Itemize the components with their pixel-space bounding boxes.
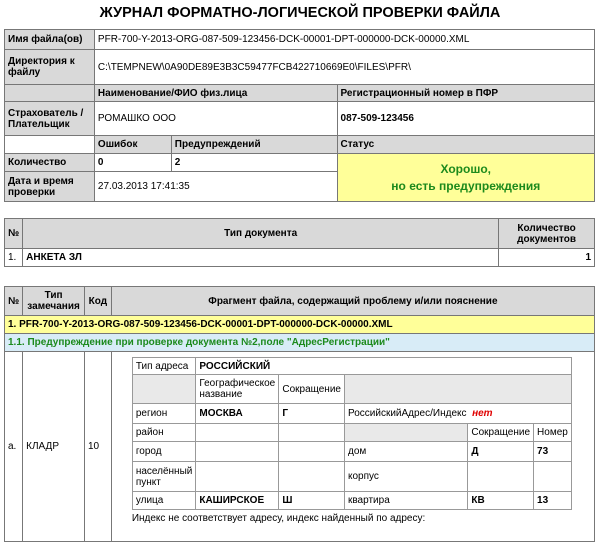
page-title: ЖУРНАЛ ФОРМАТНО-ЛОГИЧЕСКОЙ ПРОВЕРКИ ФАЙЛА bbox=[99, 5, 501, 21]
region-name: МОСКВА bbox=[196, 404, 279, 424]
apt-num: 13 bbox=[534, 492, 572, 510]
house-num: 73 bbox=[534, 442, 572, 462]
street-abbr: Ш bbox=[279, 492, 345, 510]
docs-col-count: Количество документов bbox=[499, 219, 595, 249]
dir-label: Директория к файлу bbox=[5, 50, 95, 85]
empty-cell bbox=[344, 375, 571, 404]
errors-count: 0 bbox=[94, 154, 171, 172]
empty-cell bbox=[196, 424, 279, 442]
house-label: дом bbox=[344, 442, 467, 462]
index-cell bbox=[344, 404, 571, 424]
docs-col-type: Тип документа bbox=[23, 219, 499, 249]
dir-value: C:\TEMPNEW\0A90DE89E3B3C59477FCB422710669E0\FILES\PFR\ bbox=[94, 50, 594, 85]
apt-label: квартира bbox=[344, 492, 467, 510]
address-type-value: РОССИЙСКИЙ bbox=[196, 358, 571, 375]
abbr-header: Сокращение bbox=[279, 375, 345, 404]
apt-abbr: КВ bbox=[468, 492, 534, 510]
regnum-header: Регистрационный номер в ПФР bbox=[337, 85, 594, 102]
insurer-regnum: 087-509-123456 bbox=[337, 102, 594, 136]
house-abbr: Д bbox=[468, 442, 534, 462]
item-num: a. bbox=[5, 352, 23, 542]
errors-header: Ошибок bbox=[94, 136, 171, 154]
problems-col-num: № bbox=[5, 287, 23, 316]
city-label: город bbox=[132, 442, 196, 462]
empty-cell bbox=[279, 424, 345, 442]
file-value: PFR-700-Y-2013-ORG-087-509-123456-DCK-00001-DPT-000000-DCK-00000.XML bbox=[94, 30, 594, 50]
file-row: 1. PFR-700-Y-2013-ORG-087-509-123456-DCK-00001-DPT-000000-DCK-00000.XML bbox=[5, 316, 595, 334]
problems-table bbox=[4, 286, 595, 542]
index-value: нет bbox=[472, 408, 493, 419]
empty-cell bbox=[279, 462, 345, 492]
locality-label: населённый пункт bbox=[132, 462, 196, 492]
empty-cell bbox=[279, 442, 345, 462]
warnings-count: 2 bbox=[171, 154, 337, 172]
doc-num: 1. bbox=[5, 249, 23, 267]
empty-cell bbox=[344, 424, 467, 442]
name-header: Наименование/ФИО физ.лица bbox=[94, 85, 337, 102]
file-label: Имя файла(ов) bbox=[5, 30, 95, 50]
table-row bbox=[5, 249, 595, 267]
index-label: РоссийскийАдрес/Индекс bbox=[347, 408, 467, 419]
fragment-cell bbox=[111, 352, 594, 542]
abbr2-header: Сокращение bbox=[468, 424, 534, 442]
status-line-2: но есть предупреждения bbox=[391, 178, 541, 193]
empty-cell bbox=[5, 136, 95, 154]
empty-cell bbox=[534, 462, 572, 492]
building-label: корпус bbox=[344, 462, 467, 492]
docs-col-num: № bbox=[5, 219, 23, 249]
count-label: Количество bbox=[5, 154, 95, 172]
item-code: 10 bbox=[84, 352, 111, 542]
problems-col-code: Код bbox=[84, 287, 111, 316]
empty-cell bbox=[196, 462, 279, 492]
table-row bbox=[5, 352, 595, 542]
doc-count: 1 bbox=[499, 249, 595, 267]
geo-name-header: Географическое название bbox=[196, 375, 279, 404]
empty-cell bbox=[468, 462, 534, 492]
status-line-1: Хорошо, bbox=[440, 161, 492, 176]
status-badge bbox=[337, 154, 594, 202]
street-label: улица bbox=[132, 492, 196, 510]
district-label: район bbox=[132, 424, 196, 442]
problems-col-type: Тип замечания bbox=[23, 287, 85, 316]
documents-table bbox=[4, 218, 595, 267]
address-table bbox=[132, 357, 572, 510]
insurer-label: Страхователь / Плательщик bbox=[5, 102, 95, 136]
doc-type: АНКЕТА ЗЛ bbox=[23, 249, 499, 267]
empty-header-cell bbox=[5, 85, 95, 102]
region-abbr: Г bbox=[279, 404, 345, 424]
number-header: Номер bbox=[534, 424, 572, 442]
address-type-label: Тип адреса bbox=[132, 358, 196, 375]
problems-col-fragment: Фрагмент файла, содержащий проблему и/или пояснение bbox=[111, 287, 594, 316]
datetime-value: 27.03.2013 17:41:35 bbox=[94, 172, 337, 202]
warnings-header: Предупреждений bbox=[171, 136, 337, 154]
street-name: КАШИРСКОЕ bbox=[196, 492, 279, 510]
note-text: Индекс не соответствует адресу, индекс найденный по адресу: bbox=[131, 513, 426, 524]
file-info-table bbox=[4, 29, 595, 202]
empty-cell bbox=[196, 442, 279, 462]
datetime-label: Дата и время проверки bbox=[5, 172, 95, 202]
status-header: Статус bbox=[337, 136, 594, 154]
empty-cell bbox=[132, 375, 196, 404]
warning-row: 1.1. Предупреждение при проверке документа №2,поле "АдресРегистрации" bbox=[5, 334, 595, 352]
item-type: КЛАДР bbox=[23, 352, 85, 542]
region-label: регион bbox=[132, 404, 196, 424]
insurer-name: РОМАШКО ООО bbox=[94, 102, 337, 136]
